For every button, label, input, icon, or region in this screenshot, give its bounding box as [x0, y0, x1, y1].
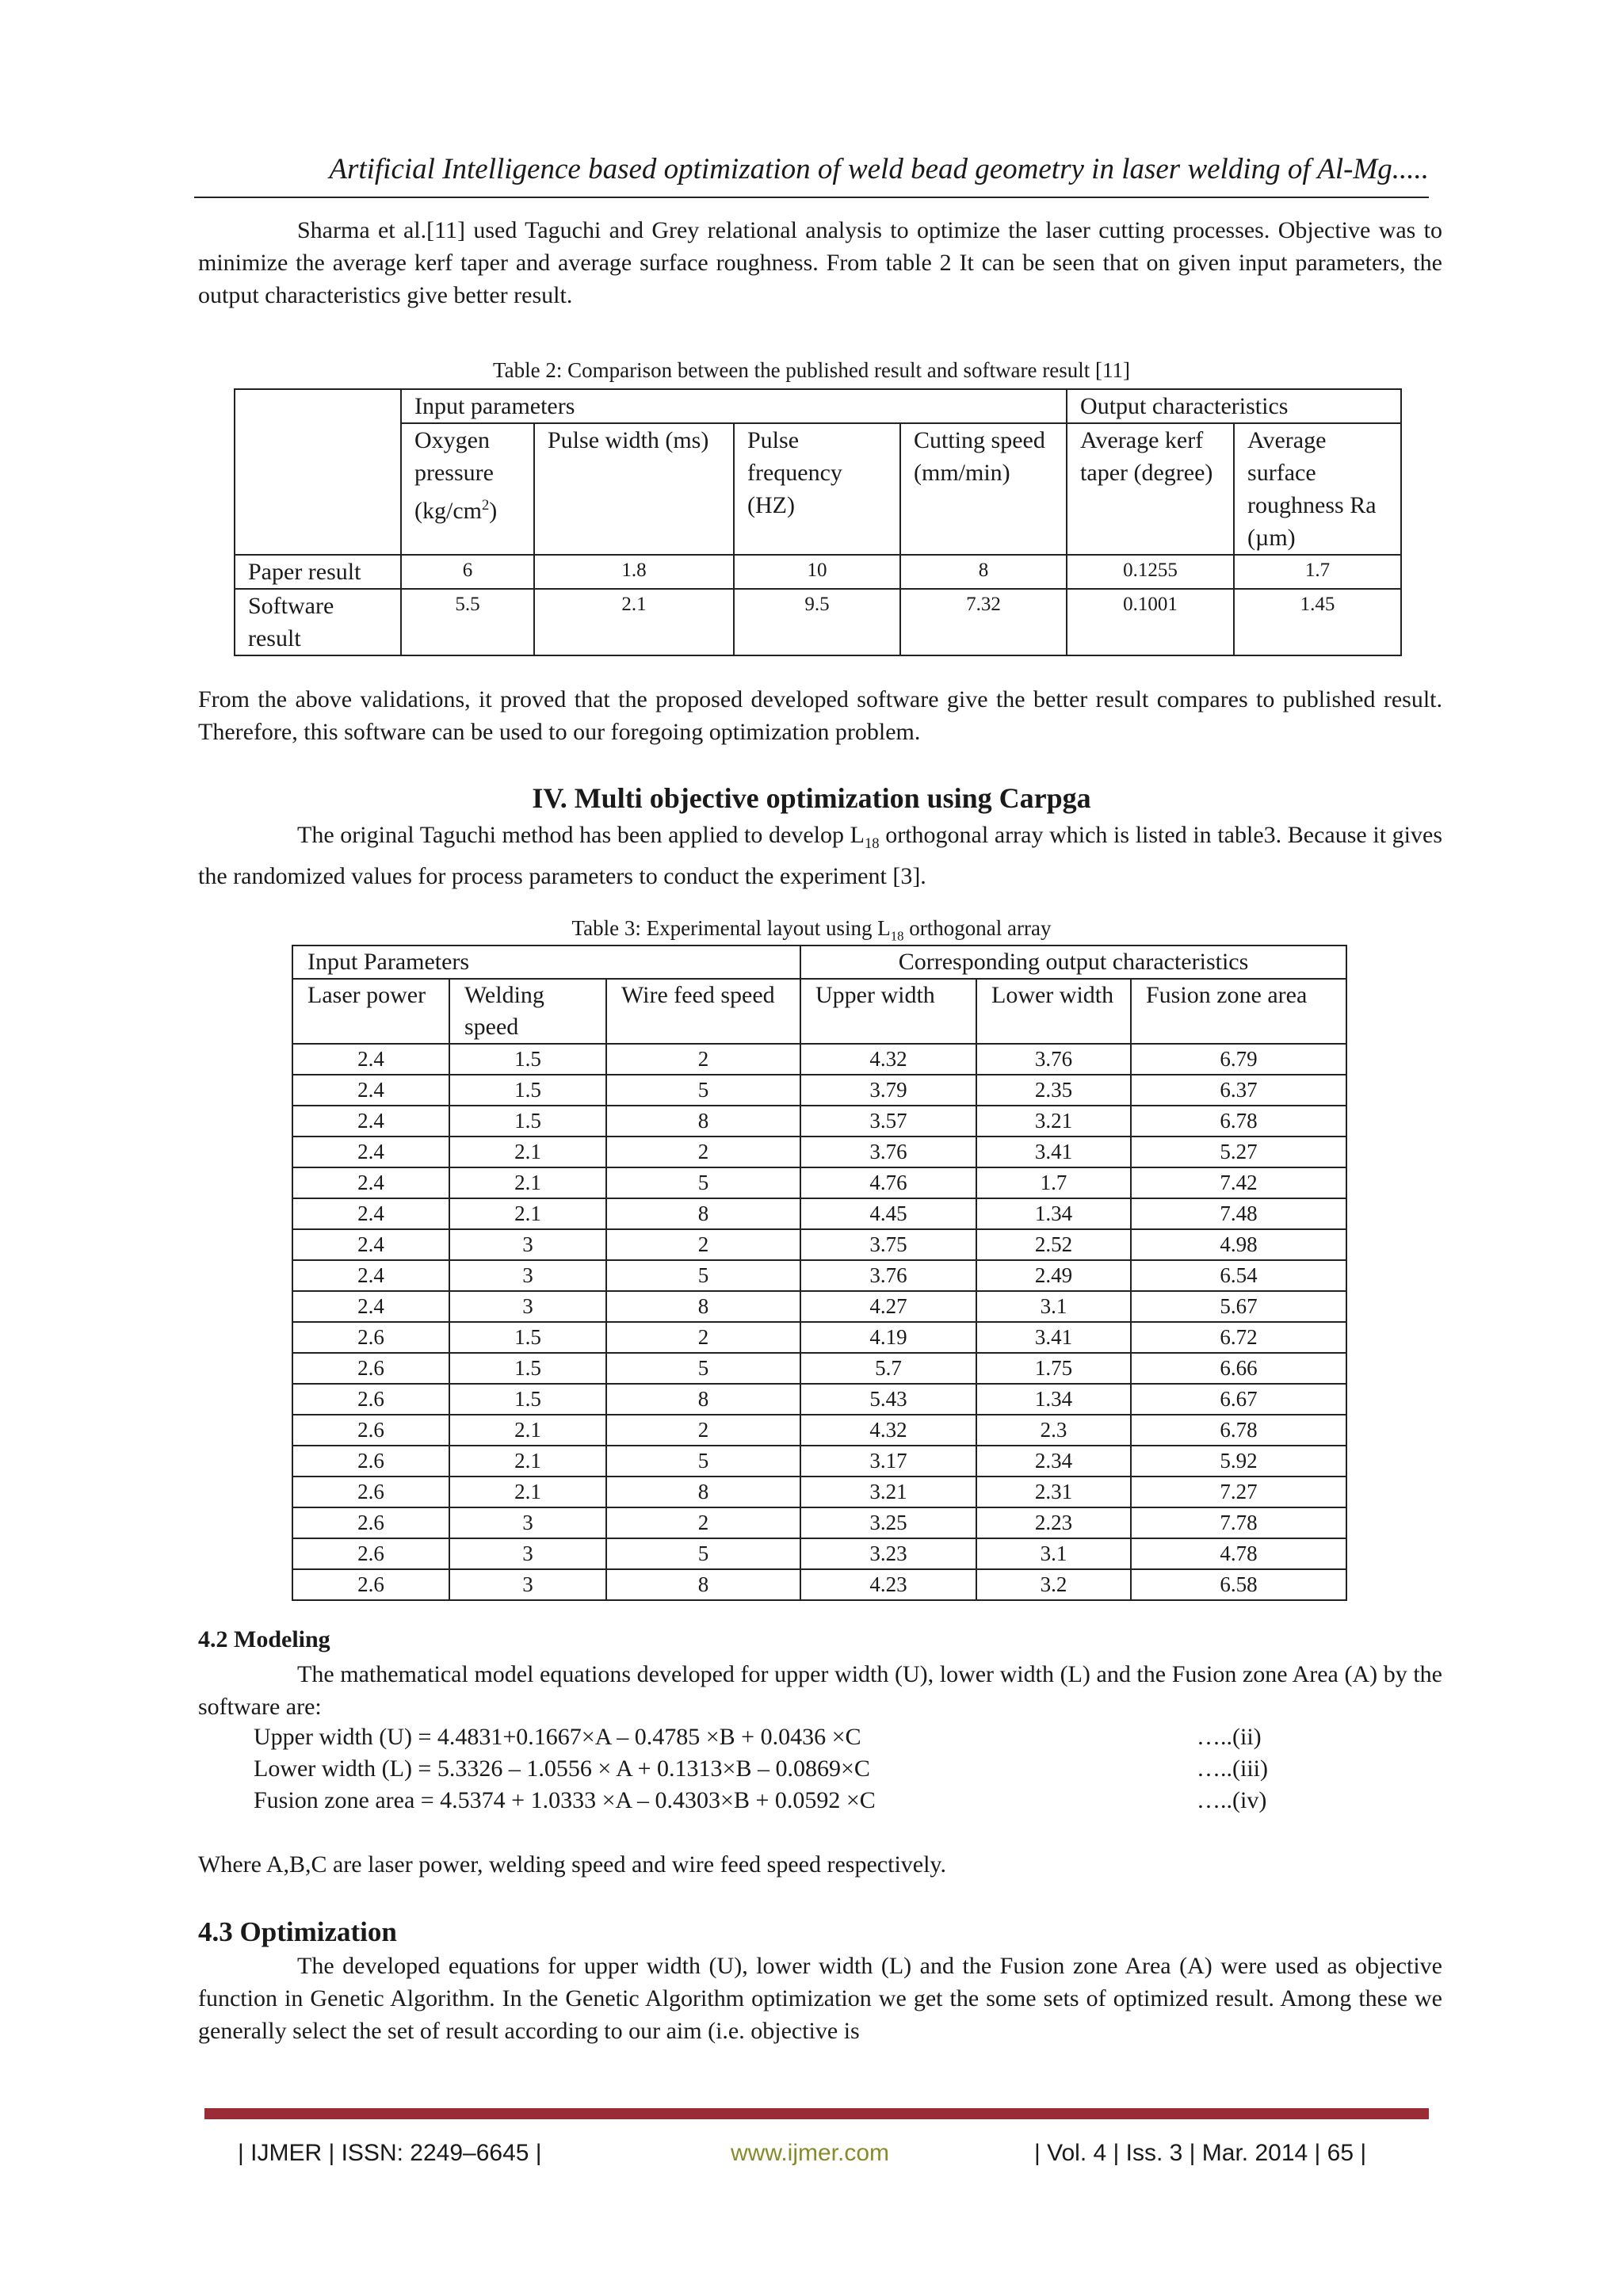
- table3-row: [292, 1291, 1346, 1322]
- table3-group-input: Input Parameters: [292, 946, 800, 979]
- table3-cell: 3.75: [800, 1229, 976, 1260]
- table3-cell: 5: [606, 1538, 800, 1569]
- footer-journal-info: | IJMER | ISSN: 2249–6645 |: [238, 2140, 542, 2166]
- table3-cell: 2: [606, 1044, 800, 1075]
- table3-cell: 3.76: [800, 1137, 976, 1167]
- table3-group-row: [292, 946, 1346, 979]
- table3-cell: 3.17: [800, 1446, 976, 1477]
- table3-cell: 3.21: [800, 1477, 976, 1507]
- table3-cell: 2.6: [292, 1322, 449, 1353]
- section4-heading: IV. Multi objective optimization using Carpga: [532, 782, 1091, 814]
- table3-cell: 5.43: [800, 1384, 976, 1415]
- table3-cell: 2: [606, 1507, 800, 1538]
- table3-cell: 2.49: [976, 1260, 1131, 1291]
- table3-row: [292, 1353, 1346, 1384]
- table3: [292, 945, 1347, 1601]
- table3-cell: 2.3: [976, 1415, 1131, 1446]
- table3-header-cell: Upper width: [800, 979, 976, 1044]
- table2-cell: 1.7: [1234, 555, 1401, 589]
- table3-cell: 2.1: [449, 1415, 606, 1446]
- table2-row-label: Software result: [235, 589, 401, 655]
- table3-cell: 8: [606, 1291, 800, 1322]
- table3-header-cell: Fusion zone area: [1131, 979, 1346, 1044]
- footer-website-link[interactable]: www.ijmer.com: [731, 2140, 890, 2166]
- table3-cell: 4.32: [800, 1044, 976, 1075]
- equation-upper-width: [254, 1721, 1284, 1753]
- table3-header-cell: Laser power: [292, 979, 449, 1044]
- table2-cell: 8: [900, 555, 1067, 589]
- table3-cell: 5.27: [1131, 1137, 1346, 1167]
- table3-cell: 1.5: [449, 1353, 606, 1384]
- table3-cell: 2.1: [449, 1477, 606, 1507]
- table3-cell: 1.5: [449, 1075, 606, 1106]
- table3-cell: 1.5: [449, 1322, 606, 1353]
- table3-cell: 3.23: [800, 1538, 976, 1569]
- table3-cell: 3: [449, 1229, 606, 1260]
- table2-header-cell: Cutting speed (mm/min): [900, 423, 1067, 555]
- table3-cell: 3: [449, 1260, 606, 1291]
- table3-cell: 1.75: [976, 1353, 1131, 1384]
- modeling-heading: 4.2 Modeling: [198, 1626, 330, 1652]
- table3-row: [292, 1137, 1346, 1167]
- table3-row: [292, 1044, 1346, 1075]
- table3-row: [292, 1260, 1346, 1291]
- table2-header-cell: Pulse width (ms): [534, 423, 734, 555]
- table2-group-row: [235, 389, 1401, 423]
- table3-cell: 7.78: [1131, 1507, 1346, 1538]
- table3-header-row: [292, 979, 1346, 1044]
- table3-cell: 6.78: [1131, 1106, 1346, 1137]
- table3-cell: 7.27: [1131, 1477, 1346, 1507]
- table3-cell: 3.79: [800, 1075, 976, 1106]
- table3-cell: 3.41: [976, 1322, 1131, 1353]
- table3-cell: 2.34: [976, 1446, 1131, 1477]
- table3-cell: 3.1: [976, 1291, 1131, 1322]
- table3-row: [292, 1538, 1346, 1569]
- table3-row: [292, 1446, 1346, 1477]
- table3-cell: 1.5: [449, 1044, 606, 1075]
- table3-header-cell: Welding speed: [449, 979, 606, 1044]
- table2-cell: 0.1255: [1067, 555, 1234, 589]
- table3-cell: 2.6: [292, 1446, 449, 1477]
- table3-group-output: Corresponding output characteristics: [800, 946, 1346, 979]
- table3-row: [292, 1167, 1346, 1198]
- table3-cell: 4.27: [800, 1291, 976, 1322]
- table2-cell: 1.8: [534, 555, 734, 589]
- table3-cell: 1.5: [449, 1384, 606, 1415]
- table3-cell: 2.4: [292, 1044, 449, 1075]
- equation-tag: …..(ii): [1197, 1724, 1262, 1750]
- table3-cell: 2.4: [292, 1229, 449, 1260]
- table3-cell: 4.76: [800, 1167, 976, 1198]
- table3-header-cell: Lower width: [976, 979, 1131, 1044]
- table3-cell: 2.4: [292, 1291, 449, 1322]
- table3-cell: 5.92: [1131, 1446, 1346, 1477]
- table3-cell: 1.5: [449, 1106, 606, 1137]
- table3-cell: 2.4: [292, 1198, 449, 1229]
- table2-header-cell: Pulse frequency (HZ): [734, 423, 900, 555]
- table2-cell: 10: [734, 555, 900, 589]
- table3-cell: 2.6: [292, 1353, 449, 1384]
- table3-cell: 4.45: [800, 1198, 976, 1229]
- table3-cell: 6.54: [1131, 1260, 1346, 1291]
- table2: [234, 388, 1402, 656]
- table3-cell: 1.34: [976, 1198, 1131, 1229]
- table3-cell: 3.21: [976, 1106, 1131, 1137]
- table3-cell: 8: [606, 1569, 800, 1600]
- table2-corner-cell: [235, 389, 401, 555]
- table3-cell: 2.6: [292, 1569, 449, 1600]
- table3-cell: 3: [449, 1569, 606, 1600]
- running-head: Artificial Intelligence based optimization of weld bead geometry in laser welding of Al-Mg.....: [194, 152, 1429, 198]
- table3-cell: 5.67: [1131, 1291, 1346, 1322]
- table3-cell: 3: [449, 1507, 606, 1538]
- table3-row: [292, 1106, 1346, 1137]
- table3-cell: 4.78: [1131, 1538, 1346, 1569]
- table2-header-cell: Average surface roughness Ra (µm): [1234, 423, 1401, 555]
- table3-cell: 2.23: [976, 1507, 1131, 1538]
- equation-text: Upper width (U) = 4.4831+0.1667×A – 0.4785 ×B + 0.0436 ×C: [254, 1724, 861, 1750]
- table3-cell: 3.57: [800, 1106, 976, 1137]
- table2-row: [235, 555, 1401, 589]
- table3-cell: 2.4: [292, 1167, 449, 1198]
- table3-cell: 2.31: [976, 1477, 1131, 1507]
- table3-cell: 2.52: [976, 1229, 1131, 1260]
- table3-cell: 2: [606, 1137, 800, 1167]
- table2-cell: 9.5: [734, 589, 900, 655]
- table3-cell: 2: [606, 1322, 800, 1353]
- table3-body: [292, 1044, 1346, 1600]
- table3-row: [292, 1507, 1346, 1538]
- table3-cell: 2.6: [292, 1384, 449, 1415]
- where-paragraph: Where A,B,C are laser power, welding speed and wire feed speed respectively.: [198, 1851, 946, 1878]
- modeling-paragraph: The mathematical model equations developed for upper width (U), lower width (L) and the Fusion zone Area (A) by the software are:: [198, 1661, 1442, 1720]
- table3-cell: 3.41: [976, 1137, 1131, 1167]
- table2-header-row: [235, 423, 1401, 555]
- table3-cell: 6.37: [1131, 1075, 1346, 1106]
- table3-cell: 2.1: [449, 1167, 606, 1198]
- table3-row: [292, 1415, 1346, 1446]
- table3-cell: 7.42: [1131, 1167, 1346, 1198]
- table3-cell: 2.4: [292, 1260, 449, 1291]
- table3-cell: 2.35: [976, 1075, 1131, 1106]
- table3-cell: 7.48: [1131, 1198, 1346, 1229]
- section4-paragraph: The original Taguchi method has been applied to develop $L_{18}$ orthogonal array which is listed in table3. Because it gives the randomized values for process parameters to conduct the experiment [3].: [198, 822, 1443, 889]
- table2-header-cell: Average kerf taper (degree): [1067, 423, 1234, 555]
- table3-row: [292, 1569, 1346, 1600]
- table3-cell: 4.32: [800, 1415, 976, 1446]
- table3-row: [292, 1198, 1346, 1229]
- equation-tag: …..(iv): [1197, 1787, 1267, 1813]
- table3-cell: 2.1: [449, 1137, 606, 1167]
- table2-cell: 5.5: [401, 589, 534, 655]
- table3-cell: 4.23: [800, 1569, 976, 1600]
- table3-cell: 1.34: [976, 1384, 1131, 1415]
- table2-cell: 6: [401, 555, 534, 589]
- table3-cell: 2.6: [292, 1477, 449, 1507]
- table3-row: [292, 1075, 1346, 1106]
- equation-fusion-zone-area: [254, 1785, 1284, 1817]
- table3-cell: 6.78: [1131, 1415, 1346, 1446]
- table2-group-output: Output characteristics: [1067, 389, 1401, 423]
- equation-text: Fusion zone area = 4.5374 + 1.0333 ×A – 0.4303×B + 0.0592 ×C: [254, 1787, 876, 1813]
- table3-cell: 5: [606, 1446, 800, 1477]
- table3-cell: 5: [606, 1075, 800, 1106]
- table3-cell: 6.79: [1131, 1044, 1346, 1075]
- table3-cell: 8: [606, 1106, 800, 1137]
- table2-cell: 7.32: [900, 589, 1067, 655]
- table3-row: [292, 1229, 1346, 1260]
- table3-cell: 3.25: [800, 1507, 976, 1538]
- table3-cell: 3: [449, 1538, 606, 1569]
- table3-cell: 4.19: [800, 1322, 976, 1353]
- table3-cell: 8: [606, 1198, 800, 1229]
- table3-cell: 6.67: [1131, 1384, 1346, 1415]
- table3-cell: 2.6: [292, 1507, 449, 1538]
- optimization-heading: 4.3 Optimization: [198, 1916, 397, 1947]
- table3-cell: 2: [606, 1229, 800, 1260]
- table3-cell: 8: [606, 1477, 800, 1507]
- table3-cell: 2.6: [292, 1538, 449, 1569]
- table3-cell: 3.2: [976, 1569, 1131, 1600]
- table2-row: [235, 589, 1401, 655]
- table3-cell: 3: [449, 1291, 606, 1322]
- table2-group-input: Input parameters: [401, 389, 1067, 423]
- table2-cell: 1.45: [1234, 589, 1401, 655]
- table3-cell: 2.1: [449, 1446, 606, 1477]
- table3-cell: 2.6: [292, 1415, 449, 1446]
- table2-row-label: Paper result: [235, 555, 401, 589]
- table3-cell: 3.76: [800, 1260, 976, 1291]
- table3-row: [292, 1322, 1346, 1353]
- table3-cell: 5: [606, 1260, 800, 1291]
- table2-cell: 2.1: [534, 589, 734, 655]
- table3-cell: 6.66: [1131, 1353, 1346, 1384]
- table3-cell: 2.4: [292, 1137, 449, 1167]
- validation-paragraph: From the above validations, it proved that the proposed developed software give the better result compares to published result. Therefore, this software can be used to our foregoing optimization problem.: [198, 686, 1442, 745]
- table3-cell: 2.1: [449, 1198, 606, 1229]
- equation-lower-width: [254, 1753, 1284, 1785]
- table2-caption: Table 2: Comparison between the published result and software result [11]: [493, 358, 1130, 382]
- table2-header-cell: Oxygen pressure $(kg/cm^2)$: [401, 423, 534, 555]
- table3-cell: 5.7: [800, 1353, 976, 1384]
- table3-cell: 2: [606, 1415, 800, 1446]
- table2-cell: 0.1001: [1067, 589, 1234, 655]
- table3-cell: 2.4: [292, 1075, 449, 1106]
- table3-cell: 3.76: [976, 1044, 1131, 1075]
- footer-bar: [204, 2108, 1429, 2119]
- intro-paragraph: Sharma et al.[11] used Taguchi and Grey relational analysis to optimize the laser cutting processes. Objective was to minimize the average kerf taper and average surface roughness. From table 2 It can be seen that on given input parameters, the output characteristics give better result.: [198, 217, 1442, 308]
- table3-cell: 1.7: [976, 1167, 1131, 1198]
- equation-text: Lower width (L) = 5.3326 – 1.0556 × A + 0.1313×B – 0.0869×C: [254, 1755, 870, 1782]
- table3-cell: 5: [606, 1353, 800, 1384]
- table3-header-cell: Wire feed speed: [606, 979, 800, 1044]
- table3-cell: 4.98: [1131, 1229, 1346, 1260]
- table3-cell: 5: [606, 1167, 800, 1198]
- table3-caption: Table 3: Experimental layout using $L_{18}$ orthogonal array: [571, 916, 1052, 944]
- table3-cell: 6.72: [1131, 1322, 1346, 1353]
- footer-volume-info: | Vol. 4 | Iss. 3 | Mar. 2014 | 65 |: [1034, 2140, 1367, 2166]
- table3-row: [292, 1477, 1346, 1507]
- equation-tag: …..(iii): [1197, 1755, 1268, 1782]
- table3-cell: 6.58: [1131, 1569, 1346, 1600]
- table3-cell: 3.1: [976, 1538, 1131, 1569]
- optimization-paragraph: The developed equations for upper width (U), lower width (L) and the Fusion zone Area (A) were used as objective function in Genetic Algorithm. In the Genetic Algorithm optimization we get the some sets of optimized result. Among these we generally select the set of result according to our aim (i.e. objective is: [198, 1953, 1442, 2044]
- table3-cell: 2.4: [292, 1106, 449, 1137]
- table3-row: [292, 1384, 1346, 1415]
- table3-cell: 8: [606, 1384, 800, 1415]
